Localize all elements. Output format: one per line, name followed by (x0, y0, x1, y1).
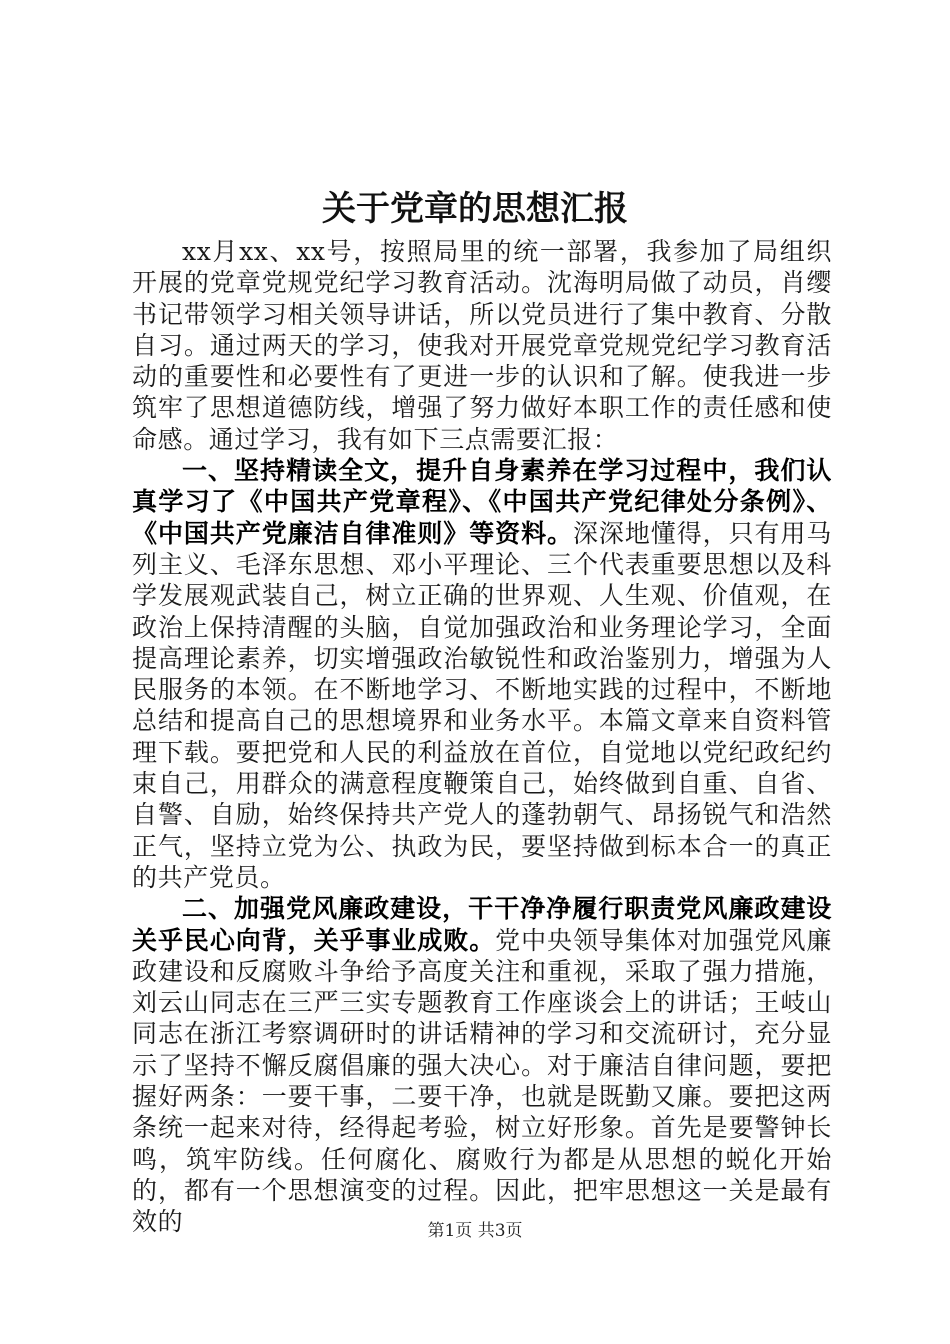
paragraph-section-1 (132, 455, 832, 893)
paragraph-text: 深深地懂得，只有用马列主义、毛泽东思想、邓小平理论、三个代表重要思想以及科学发展观武装自己，树立正确的世界观、人生观、价值观，在政治上保持清醒的头脑，自觉加强政治和业务理论学习，全面提高理论素养，切实增强政治敏锐性和政治鉴别力，增强为人民服务的本领。在不断地学习、不断地实践的过程中，不断地总结和提高自己的思想境界和业务水平。本篇文章来自资料管理下载。要把党和人民的利益放在首位，自觉地以党纪政纪约束自己，用群众的满意程度鞭策自己，始终做到自重、自省、自警、自励，始终保持共产党人的蓬勃朝气、昂扬锐气和浩然正气，坚持立党为公、执政为民，要坚持做到标本合一的真正的共产党员。 (132, 518, 832, 892)
document-body (132, 236, 832, 1238)
paragraph-intro (132, 236, 832, 455)
paragraph-text: xx月xx、xx号，按照局里的统一部署，我参加了局组织开展的党章党规党纪学习教育活动。沈海明局做了动员，肖缨书记带领学习相关领导讲话，所以党员进行了集中教育、分散自习。通过两天的学习，使我对开展党章党规党纪学习教育活动的重要性和必要性有了更进一步的认识和了解。使我进一步筑牢了思想道德防线，增强了努力做好本职工作的责任感和使命感。通过学习，我有如下三点需要汇报： (132, 237, 832, 454)
document-title: 关于党章的思想汇报 (322, 189, 628, 229)
paragraph-section-2 (132, 893, 832, 1237)
paragraph-text: 党中央领导集体对加强党风廉政建设和反腐败斗争给予高度关注和重视，采取了强力措施，刘云山同志在三严三实专题教育工作座谈会上的讲话；王岐山同志在浙江考察调研时的讲话精神的学习和交流研讨，充分显示了坚持不懈反腐倡廉的强大决心。对于廉洁自律问题，要把握好两条：一要干事，二要干净，也就是既勤又廉。要把这两条统一起来对待，经得起考验，树立好形象。首先是要警钟长鸣，筑牢防线。任何腐化、腐败行为都是从思想的蜕化开始的，都有一个思想演变的过程。因此，把牢思想这一关是最有效的 (132, 925, 832, 1237)
paragraph-heading: 二、加强党风廉政建设，干干净净履行职责党风廉政建设关乎民心向背，关乎事业成败。 (132, 894, 832, 955)
page-number-footer: 第1页 共3页 (427, 1221, 523, 1241)
paragraph-heading: 一、坚持精读全文，提升自身素养在学习过程中，我们认真学习了《中国共产党章程》、《中国共产党纪律处分条例》、《中国共产党廉洁自律准则》等资料。 (132, 456, 832, 548)
